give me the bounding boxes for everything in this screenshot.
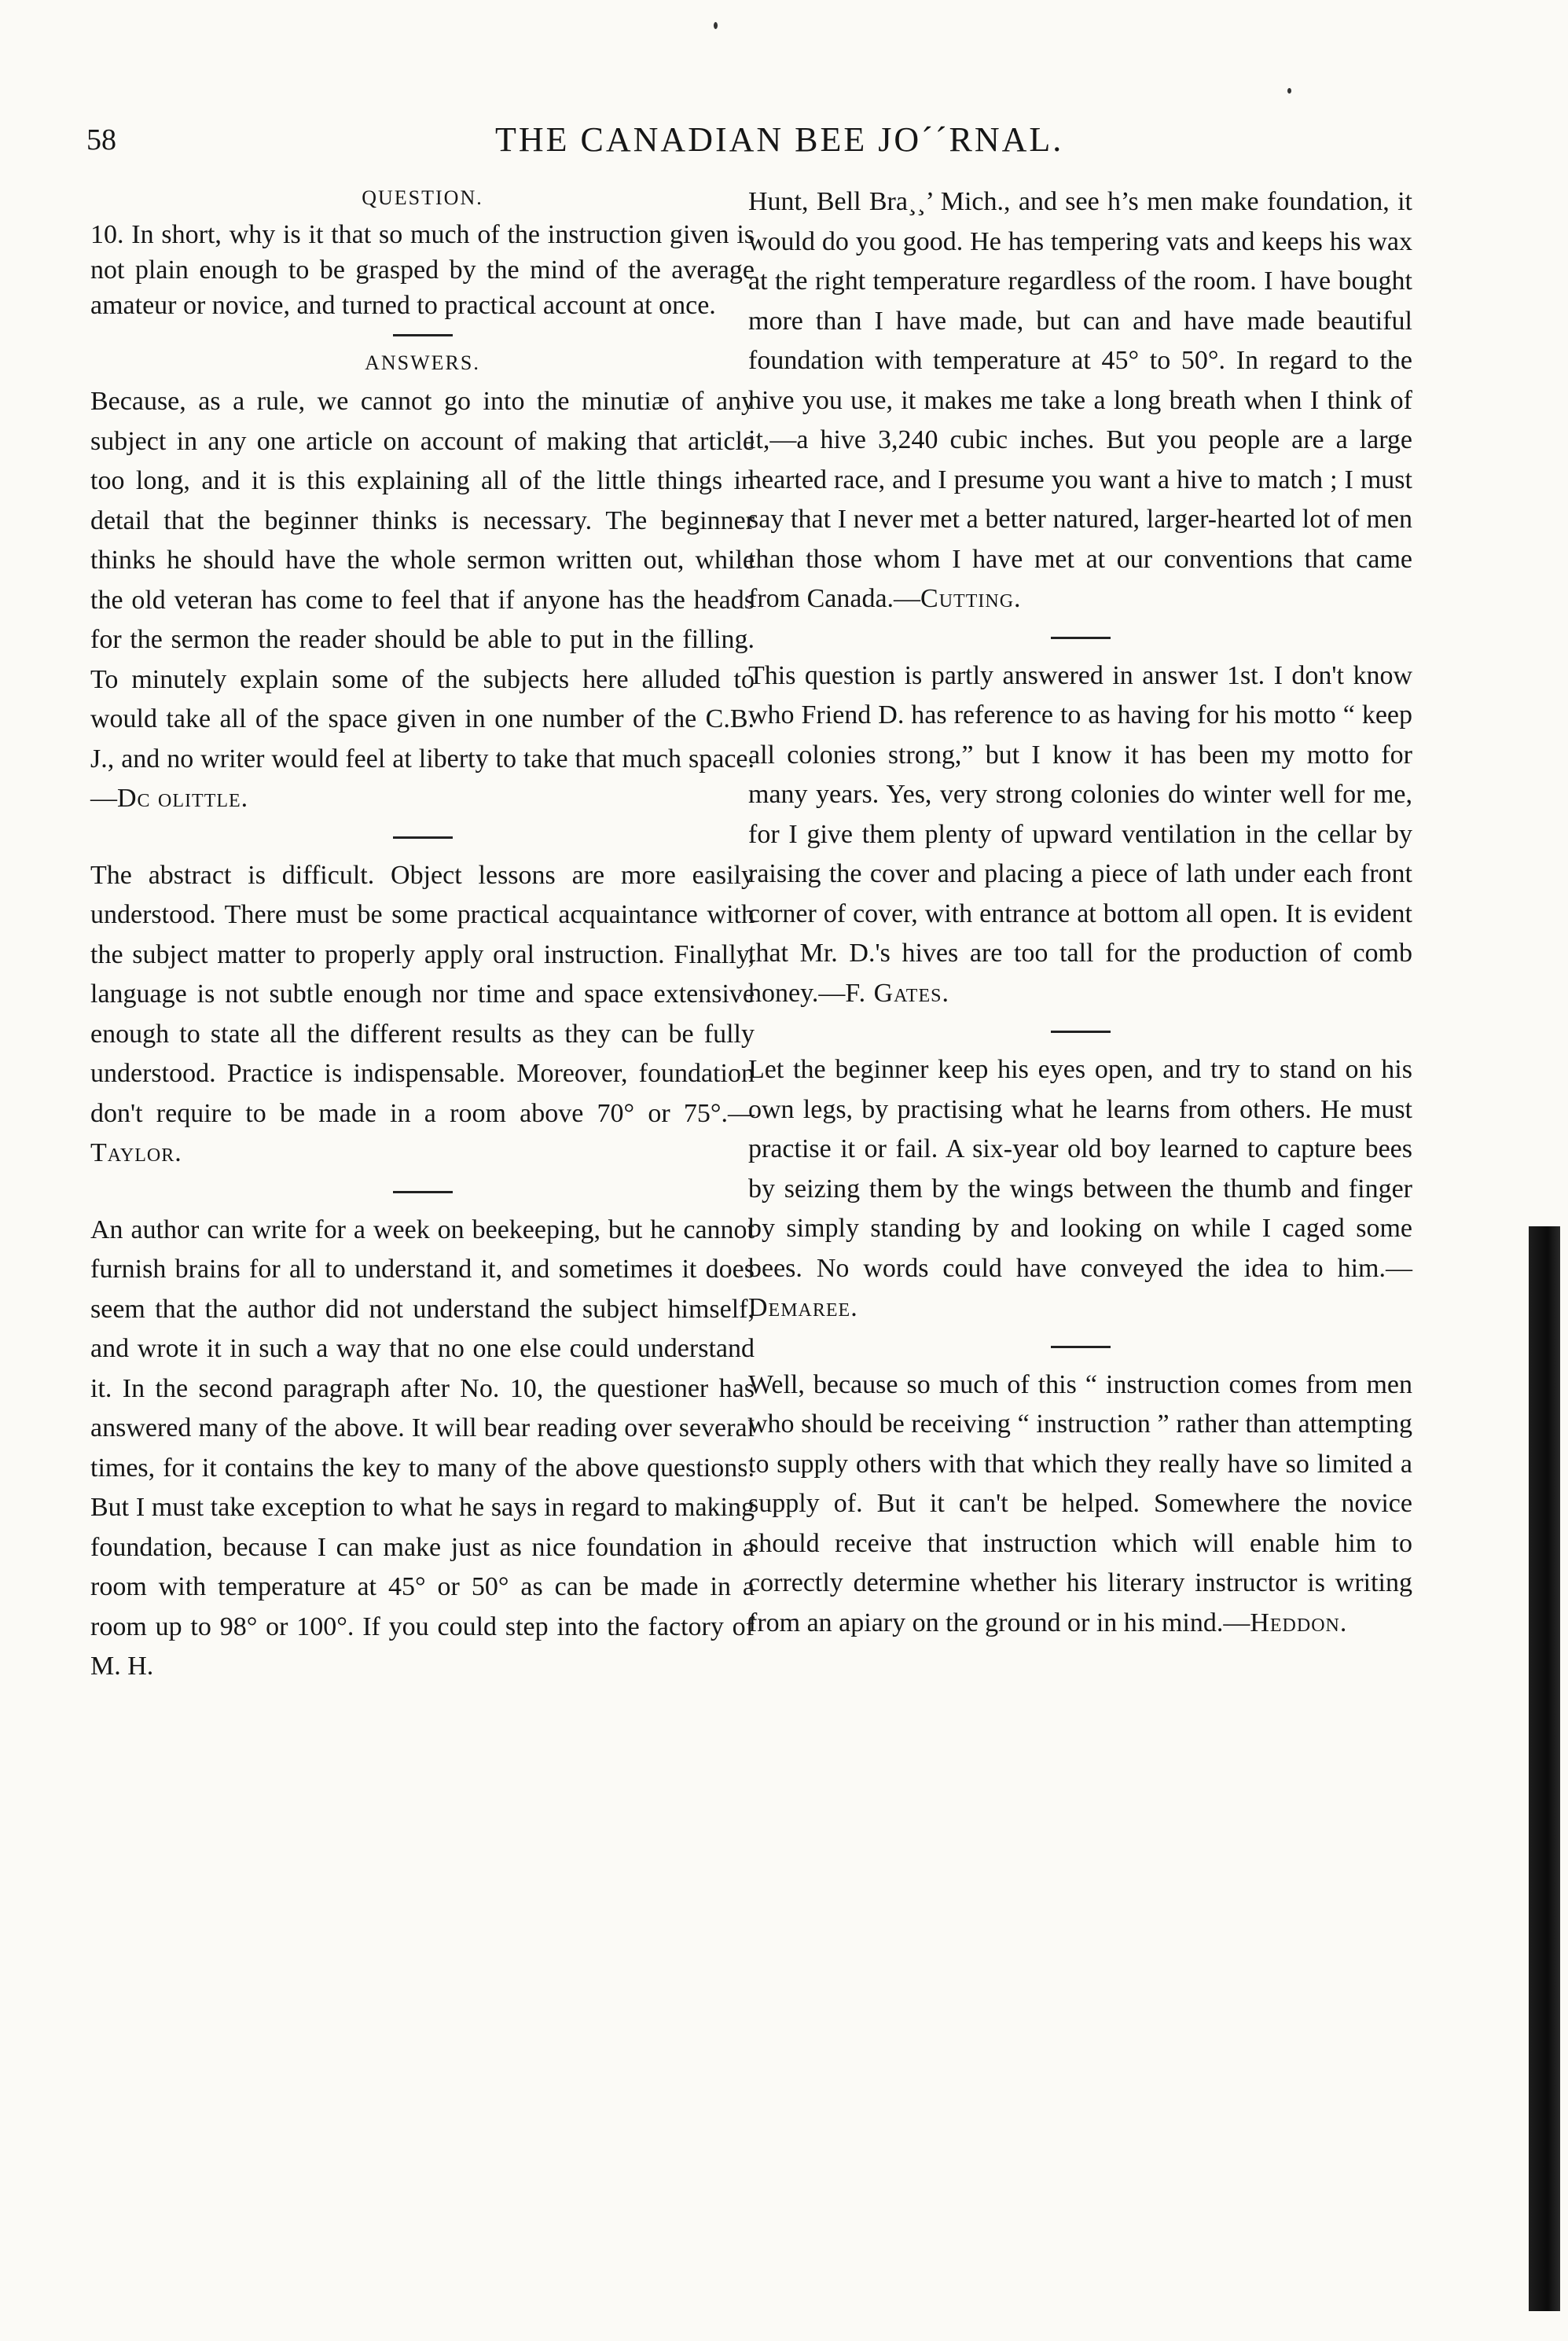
question-label: QUESTION.: [362, 186, 483, 209]
page-header: [86, 116, 1525, 164]
scan-shadow-edge: [1529, 1226, 1560, 2311]
question-text: 10. In short, why is it that so much of the instruction given is not plain enough to be grasped by the mind of the average amateur or novice, and turned to practical account at once.: [90, 220, 755, 320]
answer-signature: Taylor.: [90, 1138, 182, 1167]
divider-rule: [1051, 1031, 1111, 1033]
ink-speck: [1287, 88, 1291, 94]
answer-text: An author can write for a week on beekeeping, but he cannot furnish brains for all to understand it, and sometimes it does seem that the author did not understand the subject himself, and wrote it in such a way that no one else could understand it. In the second paragraph after No. 10, the questioner has answered many of the above. It will bear reading over several times, for it contains the key to many of the above questions. But I must take exception to what he says in regard to making foundation, because I can make just as nice foundation in a room with temperature at 45° or 50° as can be made in a room up to 98° or 100°. If you could step into the factory of M. H.: [90, 1215, 755, 1681]
answer-paragraph: [748, 1365, 1412, 1644]
ink-speck: [714, 22, 718, 29]
running-title: THE CANADIAN BEE JO´´RNAL.: [495, 120, 1064, 159]
answer-paragraph: [748, 1050, 1412, 1329]
answer-paragraph: [90, 382, 755, 819]
page-number: 58: [86, 123, 116, 156]
divider-rule: [393, 1191, 453, 1193]
answer-paragraph: [90, 1211, 755, 1687]
answer-text: Hunt, Bell Bra¸¸’ Mich., and see h’s men make foundation, it would do you good. He has tempering vats and keeps his wax at the right temperature regardless of the room. I have bought more than I have made, but can and have made beautiful foundation with temperature at 45° to 50°. In regard to the hive you use, it makes me take a long breath when I think of it,—a hive 3,240 cubic inches. But you people are a large hearted race, and I presume you want a hive to match ; I must say that I never met a better natured, larger-hearted lot of men than those whom I have met at our conventions that came from Canada.—: [748, 187, 1412, 613]
answer-signature: Dc olittle.: [117, 784, 249, 813]
answer-text: Well, because so much of this “ instruction comes from men who should be receiving “ instruction ” rather than attempting to supply others with that which they really have so limited a supply of. But it can't be helped. Somewhere the novice should receive that instruction which will enable him to correctly determine whether his literary instructor is writing from an apiary on the ground or in his mind.—: [748, 1369, 1412, 1637]
answer-text: This question is partly answered in answer 1st. I don't know who Friend D. has reference to as having for his motto “ keep all colonies strong,” but I know it has been my motto for many years. Yes, very strong colonies do winter well for me, for I give them plenty of upward ventilation in the cellar by raising the cover and placing a piece of lath under each front corner of cover, with entrance at bottom all open. It is evident that Mr. D.'s hives are too tall for the production of comb honey.—: [748, 660, 1412, 1008]
answer-paragraph: [748, 656, 1412, 1014]
answer-text: Because, as a rule, we cannot go into the minutiæ of any subject in any one article on account of making that article too long, and it is this explaining all of the little things in detail that the beginner thinks is necessary. The beginner thinks he should have the whole sermon written out, while the old veteran has come to feel that if anyone has the heads for the sermon the reader should be able to put in the filling. To minutely explain some of the subjects here alluded to would take all of the space given in one number of the C.B. J., and no writer would feel at liberty to take that much space.—: [90, 387, 755, 813]
answer-paragraph: [748, 182, 1412, 619]
answer-text: The abstract is difficult. Object lessons are more easily understood. There must be some practical acquaintance with the subject matter to properly apply oral instruction. Finally, language is not subtle enough nor time and space extensive enough to state all the different results as they can be fully understood. Practice is indispensable. Moreover, foundation don't require to be made in a room above 70° or 75°.—: [90, 860, 755, 1128]
answer-signature: Cutting.: [920, 584, 1022, 613]
answers-label: ANSWERS.: [365, 351, 480, 374]
answer-paragraph: [90, 856, 755, 1174]
divider-rule: [1051, 637, 1111, 639]
right-column: [748, 182, 1412, 1643]
answer-signature: F. Gates.: [845, 978, 949, 1008]
answer-signature: Demaree.: [748, 1293, 858, 1322]
answer-signature: Heddon.: [1250, 1608, 1348, 1637]
divider-rule: [393, 334, 453, 336]
divider-rule: [1051, 1346, 1111, 1348]
divider-rule: [393, 836, 453, 839]
answer-text: Let the beginner keep his eyes open, and try to stand on his own legs, by practising what he learns from others. He must practise it or fail. A six-year old boy learned to capture bees by seizing them by the wings between the thumb and finger by simply standing by and looking on while I caged some bees. No words could have conveyed the idea to him.—: [748, 1055, 1412, 1283]
left-column: [90, 182, 755, 1687]
